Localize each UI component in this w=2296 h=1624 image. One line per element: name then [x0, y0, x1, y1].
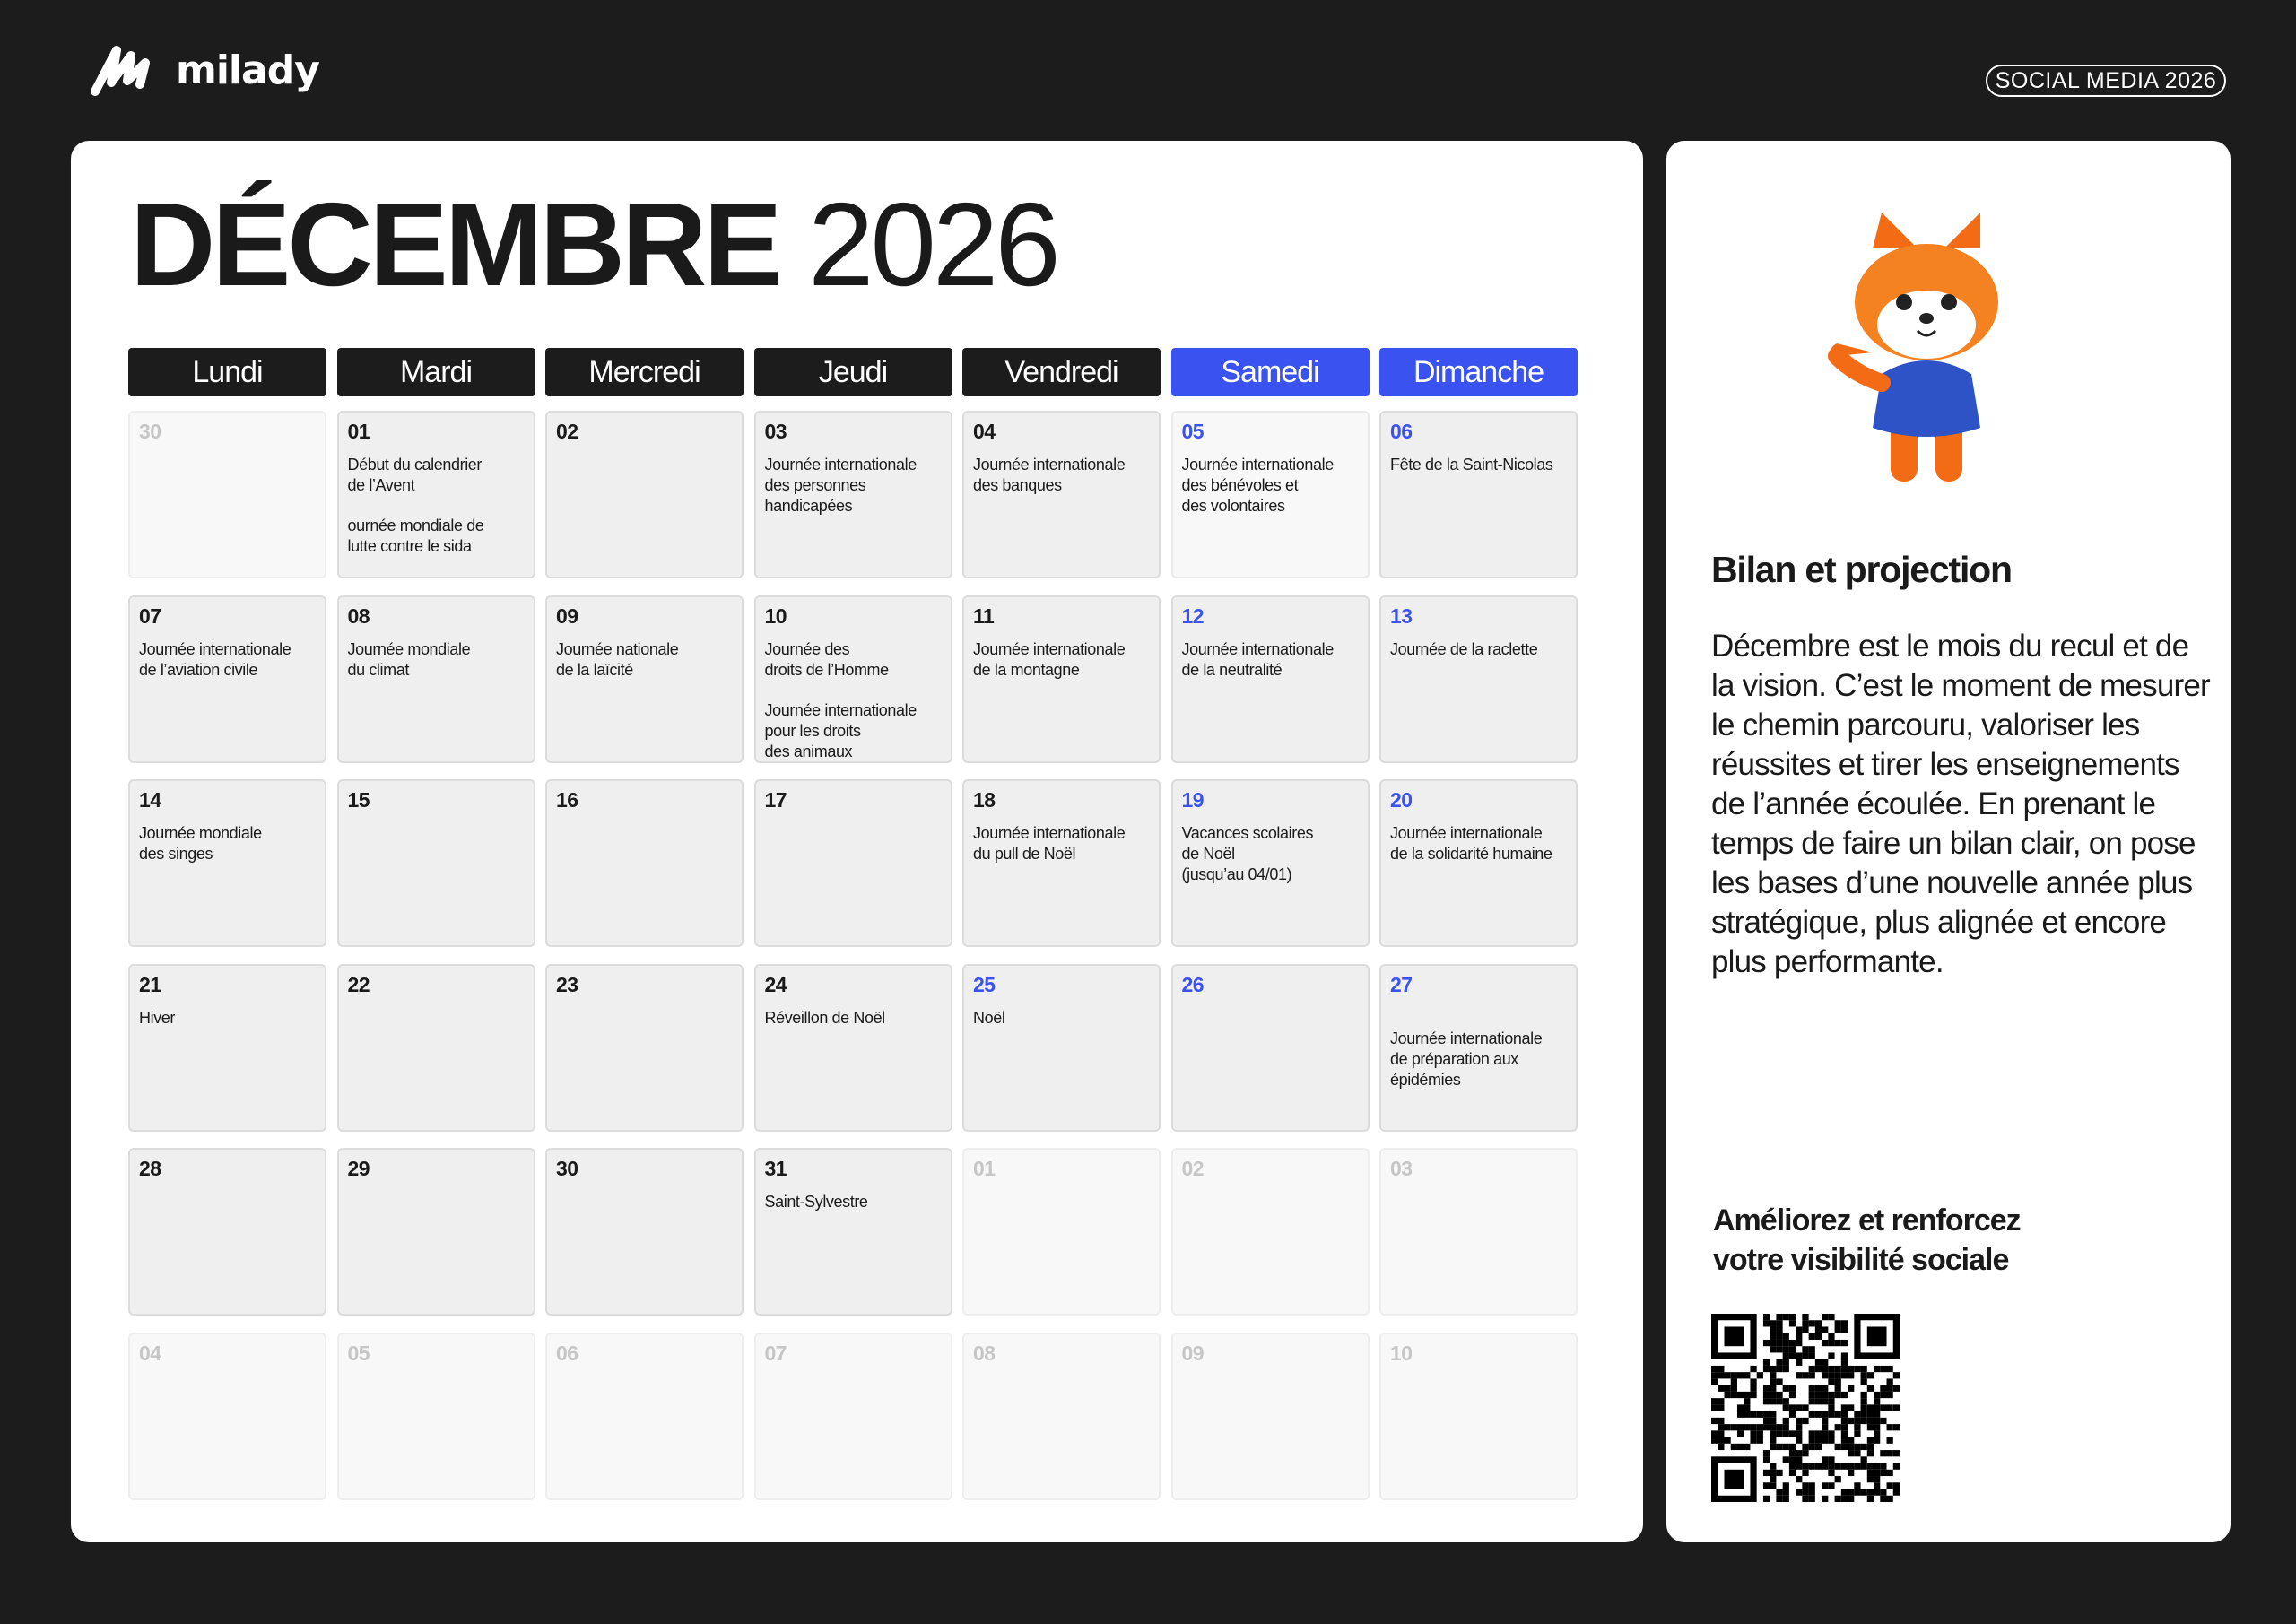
day-number: 06 [1390, 420, 1413, 443]
day-cell[interactable] [128, 964, 326, 1132]
event-label: Journée des droits de l’Homme [764, 639, 889, 679]
day-cell[interactable] [545, 964, 744, 1132]
day-cell[interactable] [1171, 595, 1370, 763]
social-media-badge: SOCIAL MEDIA 2026 [1986, 65, 2226, 97]
day-number: 04 [973, 420, 996, 443]
event-label: Journée internationale des personnes handicapées [764, 456, 917, 515]
day-number: 10 [1390, 1341, 1413, 1365]
day-cell[interactable] [754, 595, 952, 763]
day-number: 07 [139, 604, 161, 628]
day-cell[interactable] [337, 1333, 535, 1500]
day-number: 13 [1390, 604, 1413, 628]
day-cell[interactable] [545, 1148, 744, 1316]
event-label: Journée de la raclette [1390, 639, 1538, 658]
day-number: 17 [764, 788, 787, 812]
event-label: Journée internationale des bénévoles et des volontaires [1181, 456, 1334, 515]
day-cell[interactable] [754, 411, 952, 578]
event-label: Journée nationale de la laïcité [556, 639, 679, 679]
qr-code-icon[interactable] [1711, 1314, 1900, 1502]
day-number: 27 [1390, 972, 1413, 996]
day-cell[interactable] [754, 1148, 952, 1316]
day-number: 30 [139, 420, 161, 443]
day-number: 08 [973, 1341, 996, 1365]
brand-name: milady [176, 47, 319, 93]
event-label: Journée internationale de préparation aux épidémies [1390, 1029, 1543, 1089]
day-number: 09 [556, 604, 578, 628]
event-label: Journée mondiale du climat [347, 639, 471, 679]
day-number: 25 [973, 972, 996, 996]
day-cell[interactable] [1379, 964, 1578, 1132]
event-label: Journée internationale des banques [973, 456, 1126, 494]
day-cell[interactable] [962, 1333, 1161, 1500]
day-number: 15 [347, 788, 370, 812]
event-label: Saint-Sylvestre [764, 1193, 868, 1211]
event-label: Journée mondiale des singes [139, 824, 262, 863]
page-title [130, 178, 1057, 310]
brand-logo [90, 43, 319, 97]
day-cell[interactable] [128, 1333, 326, 1500]
event-label: Début du calendrier de l’Avent [347, 456, 482, 494]
sidebar-body: Décembre est le mois du recul et de la vision. C’est le moment de mesurer le chemin parcouru, valoriser les réussites et tirer les enseignements de l’année écoulée. En prenant le temps de faire un bilan clair, on pose les bases d’une nouvelle année plus stratégique, plus alignée et encore plus performante. [1711, 629, 2210, 979]
day-cell[interactable] [337, 411, 535, 578]
event-label: Journée internationale du pull de Noël [973, 824, 1126, 863]
day-cell[interactable] [962, 964, 1161, 1132]
day-number: 24 [764, 972, 787, 996]
day-number: 22 [347, 972, 370, 996]
event-label: Journée internationale de la montagne [973, 639, 1126, 679]
day-cell[interactable] [128, 1148, 326, 1316]
day-number: 26 [1181, 972, 1205, 996]
day-number: 10 [764, 604, 787, 628]
day-number: 02 [1181, 1157, 1205, 1180]
day-cell[interactable] [545, 1333, 744, 1500]
event-label: Journée internationale de la neutralité [1181, 639, 1334, 679]
day-cell[interactable] [962, 1148, 1161, 1316]
weekday-header-jeudi: Jeudi [754, 348, 952, 396]
day-cell[interactable] [1171, 779, 1370, 947]
calendar-card [71, 141, 1643, 1542]
milady-logo-icon [90, 43, 170, 97]
event-label: Hiver [139, 1008, 176, 1027]
day-number: 30 [556, 1157, 578, 1180]
event-label: Réveillon de Noël [764, 1008, 885, 1027]
title-month: DÉCEMBRE [130, 178, 779, 310]
day-number: 03 [764, 420, 787, 443]
day-number: 07 [764, 1341, 787, 1365]
day-cell[interactable] [337, 1148, 535, 1316]
day-cell[interactable] [962, 779, 1161, 947]
day-number: 09 [1181, 1341, 1205, 1365]
weekday-header-mardi: Mardi [337, 348, 535, 396]
day-cell[interactable] [545, 779, 744, 947]
day-number: 21 [139, 972, 161, 996]
sidebar-footer: Améliorez et renforcez votre visibilité sociale [1713, 1203, 2021, 1277]
day-cell[interactable] [1171, 964, 1370, 1132]
day-cell[interactable] [128, 595, 326, 763]
event-label: Fête de la Saint-Nicolas [1390, 456, 1553, 473]
day-cell[interactable] [754, 1333, 952, 1500]
day-cell[interactable] [754, 779, 952, 947]
day-cell[interactable] [1379, 595, 1578, 763]
day-cell[interactable] [1379, 411, 1578, 578]
day-number: 08 [347, 604, 370, 628]
event-label: Journée internationale de la solidarité humaine [1390, 824, 1552, 863]
day-number: 20 [1390, 788, 1413, 812]
weekday-header-mercredi: Mercredi [545, 348, 744, 396]
event-label: Noël [973, 1008, 1005, 1027]
day-cell[interactable] [337, 964, 535, 1132]
day-cell[interactable] [1171, 1333, 1370, 1500]
day-number: 02 [556, 420, 578, 443]
title-year: 2026 [808, 178, 1057, 310]
day-number: 23 [556, 972, 578, 996]
weekday-header-vendredi: Vendredi [962, 348, 1161, 396]
day-number: 18 [973, 788, 996, 812]
day-number: 16 [556, 788, 578, 812]
day-number: 04 [139, 1341, 161, 1365]
day-cell[interactable] [1171, 1148, 1370, 1316]
event-label: ournée mondiale de lutte contre le sida [347, 517, 484, 555]
sidebar-heading: Bilan et projection [1711, 549, 2012, 590]
weekday-header-dimanche: Dimanche [1379, 348, 1578, 396]
day-cell[interactable] [545, 595, 744, 763]
day-number: 05 [1181, 420, 1205, 443]
day-cell[interactable] [128, 779, 326, 947]
day-number: 01 [973, 1157, 996, 1180]
day-cell[interactable] [962, 595, 1161, 763]
day-number: 01 [347, 420, 370, 443]
day-cell[interactable] [545, 411, 744, 578]
day-number: 14 [139, 788, 161, 812]
day-cell[interactable] [1379, 1148, 1578, 1316]
day-cell[interactable] [1379, 779, 1578, 947]
day-cell[interactable] [337, 595, 535, 763]
day-cell[interactable] [1171, 411, 1370, 578]
day-number: 06 [556, 1341, 578, 1365]
day-cell[interactable] [337, 779, 535, 947]
fox-mascot-icon [1819, 213, 2034, 499]
sidebar-card [1666, 141, 2231, 1542]
day-number: 29 [347, 1157, 370, 1180]
event-label: Vacances scolaires de Noël (jusqu’au 04/01) [1181, 824, 1314, 883]
day-cell[interactable] [754, 964, 952, 1132]
day-number: 12 [1181, 604, 1205, 628]
day-number: 11 [973, 604, 995, 628]
day-cell[interactable] [1379, 1333, 1578, 1500]
day-number: 19 [1181, 788, 1205, 812]
day-cell[interactable] [962, 411, 1161, 578]
event-label: Journée internationale pour les droits des animaux [764, 700, 917, 760]
day-number: 28 [139, 1157, 161, 1180]
weekday-header-samedi: Samedi [1171, 348, 1370, 396]
day-number: 03 [1390, 1157, 1413, 1180]
weekday-header-lundi: Lundi [128, 348, 326, 396]
day-cell[interactable] [128, 411, 326, 578]
day-number: 31 [764, 1157, 787, 1180]
event-label: Journée internationale de l’aviation civile [139, 639, 291, 679]
day-number: 05 [347, 1341, 370, 1365]
